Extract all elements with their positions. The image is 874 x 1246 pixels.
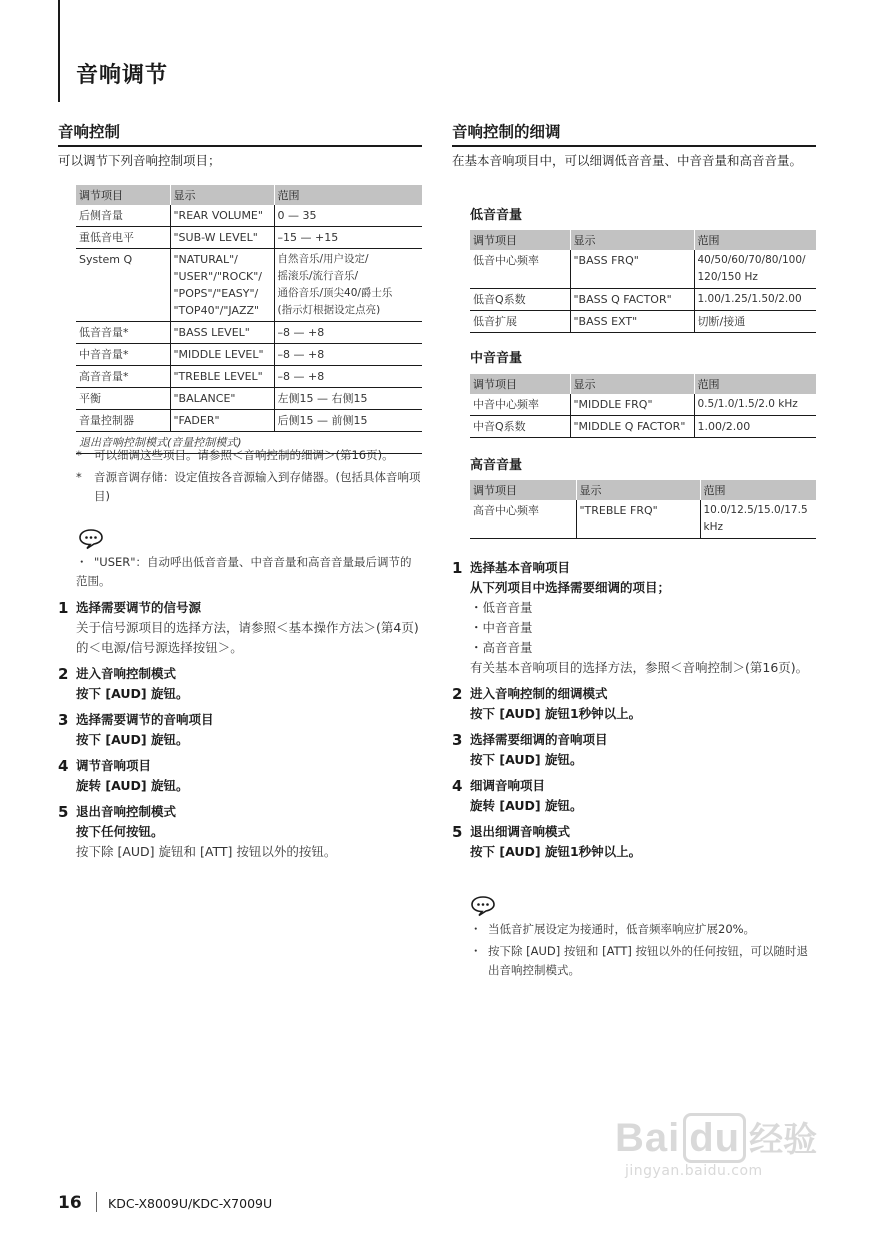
table-row	[76, 205, 422, 227]
treble-heading: 高音音量	[470, 458, 523, 473]
step-text: 有关基本音响项目的选择方法，参照＜音响控制＞(第16页)。	[470, 660, 809, 675]
table-cell: 1.00/1.25/1.50/2.00	[694, 289, 816, 311]
step	[452, 730, 816, 770]
table-cell: "MIDDLE LEVEL"	[170, 344, 274, 366]
step-title: 选择基本音响项目	[470, 560, 571, 575]
note-item: ・ 当低音扩展设定为接通时，低音频率响应扩展20%。	[470, 922, 756, 936]
step-title: 调节音响项目	[76, 758, 152, 773]
page-number: 16	[58, 1193, 82, 1213]
step-title: 进入音响控制的细调模式	[470, 686, 608, 701]
table-cell: "BASS FRQ"	[570, 250, 694, 289]
step-text: 按下 [AUD] 旋钮1秒钟以上。	[470, 706, 642, 721]
step-number: 5	[58, 803, 69, 821]
table-header: 范围	[694, 374, 816, 394]
footer-divider	[96, 1192, 97, 1212]
table-row	[470, 394, 816, 416]
step	[452, 684, 816, 724]
table-cell: "NATURAL"/ "USER"/"ROCK"/ "POPS"/"EASY"/ "TOP40"/"JAZZ"	[170, 249, 274, 322]
table-cell: "MIDDLE Q FACTOR"	[570, 416, 694, 438]
table-cell: "MIDDLE FRQ"	[570, 394, 694, 416]
table-row	[76, 322, 422, 344]
table-cell: 音量控制器	[76, 410, 170, 432]
table-cell: System Q	[76, 249, 170, 322]
step-number: 4	[58, 757, 69, 775]
table-header: 范围	[274, 185, 422, 205]
table-cell: "BALANCE"	[170, 388, 274, 410]
table-row	[76, 388, 422, 410]
bass-table	[470, 230, 816, 333]
notes-list	[76, 446, 422, 509]
table-cell: "BASS LEVEL"	[170, 322, 274, 344]
table-cell: "TREBLE FRQ"	[576, 500, 700, 539]
step-number: 3	[58, 711, 69, 729]
table-header: 显示	[570, 374, 694, 394]
step-title: 退出细调音响模式	[470, 824, 571, 839]
section-title-sound-control: 音响控制	[58, 120, 422, 147]
step-text: ・中音音量	[470, 620, 533, 635]
step-text: 旋转 [AUD] 旋钮。	[76, 778, 189, 793]
step-title: 选择需要调节的信号源	[76, 600, 202, 615]
table-cell: 高音音量*	[76, 366, 170, 388]
tips-list	[470, 920, 816, 983]
table-cell: "FADER"	[170, 410, 274, 432]
table-cell: 中音Q系数	[470, 416, 570, 438]
table-cell: 低音中心频率	[470, 250, 570, 289]
step-title: 选择需要细调的音响项目	[470, 732, 608, 747]
table-header: 范围	[694, 230, 816, 250]
treble-table	[470, 480, 816, 539]
step-number: 2	[452, 685, 463, 703]
note-item: * 可以细调这些项目。请参照＜音响控制的细调＞(第16页)。	[76, 448, 394, 462]
table-row	[470, 289, 816, 311]
step	[452, 822, 816, 862]
table-cell: –8 — +8	[274, 322, 422, 344]
step-text: 按下 [AUD] 旋钮1秒钟以上。	[470, 844, 642, 859]
tip-item: ・ "USER"：自动呼出低音音量、中音音量和高音音量最后调节的范围。	[76, 555, 412, 588]
table-cell: 后侧15 — 前侧15	[274, 410, 422, 432]
sound-control-table	[76, 185, 422, 454]
table-cell: "BASS Q FACTOR"	[570, 289, 694, 311]
table-cell: 10.0/12.5/15.0/17.5 kHz	[700, 500, 816, 539]
table-header: 调节项目	[470, 480, 576, 500]
step-text: 按下除 [AUD] 旋钮和 [ATT] 按钮以外的按钮。	[76, 844, 337, 859]
table-cell: 低音扩展	[470, 311, 570, 333]
table-header: 范围	[700, 480, 816, 500]
table-row	[76, 410, 422, 432]
table-cell: "TREBLE LEVEL"	[170, 366, 274, 388]
step	[58, 598, 422, 658]
table-cell: 低音Q系数	[470, 289, 570, 311]
step-title: 细调音响项目	[470, 778, 546, 793]
table-cell: 平衡	[76, 388, 170, 410]
bass-heading: 低音音量	[470, 208, 523, 223]
table-cell: 中音中心频率	[470, 394, 570, 416]
table-header: 调节项目	[470, 230, 570, 250]
table-cell: 自然音乐/用户设定/ 摇滚乐/流行音乐/ 通俗音乐/顶尖40/爵士乐 (指示灯根据设定点亮)	[274, 249, 422, 322]
model-name: KDC-X8009U/KDC-X7009U	[108, 1196, 273, 1211]
table-row	[470, 500, 816, 539]
table-row	[470, 416, 816, 438]
table-row	[470, 250, 816, 289]
table-row	[76, 249, 422, 322]
steps-list	[452, 558, 816, 868]
step-number: 4	[452, 777, 463, 795]
step-text: 从下列项目中选择需要细调的项目；	[470, 580, 671, 595]
table-header: 显示	[570, 230, 694, 250]
table-header: 调节项目	[470, 374, 570, 394]
table-cell: 40/50/60/70/80/100/ 120/150 Hz	[694, 250, 816, 289]
step-number: 5	[452, 823, 463, 841]
steps-list	[58, 598, 422, 868]
step	[58, 664, 422, 704]
step-number: 1	[58, 599, 69, 617]
table-header: 调节项目	[76, 185, 170, 205]
section-intro: 在基本音响项目中，可以细调低音音量、中音音量和高音音量。	[452, 153, 803, 168]
table-header: 显示	[170, 185, 274, 205]
table-cell: "SUB-W LEVEL"	[170, 227, 274, 249]
step-text: 按下任何按钮。	[76, 824, 164, 839]
note-item: * 音源音调存储：设定值按各音源输入到存储器。(包括具体音响项目)	[76, 470, 421, 503]
table-cell: 切断/接通	[694, 311, 816, 333]
table-footer: 退出音响控制模式(音量控制模式)	[76, 432, 422, 454]
table-cell: "REAR VOLUME"	[170, 205, 274, 227]
note-speech-bubble-icon	[470, 895, 496, 921]
step	[58, 802, 422, 862]
table-cell: 高音中心频率	[470, 500, 576, 539]
table-row	[76, 344, 422, 366]
step-title: 退出音响控制模式	[76, 804, 177, 819]
step-text: ・高音音量	[470, 640, 533, 655]
table-cell: 1.00/2.00	[694, 416, 816, 438]
page-title: 音响调节	[76, 63, 169, 88]
table-cell: –15 — +15	[274, 227, 422, 249]
table-cell: 后侧音量	[76, 205, 170, 227]
section-title-fine-tuning: 音响控制的细调	[452, 120, 816, 147]
middle-table	[470, 374, 816, 438]
table-cell: –8 — +8	[274, 344, 422, 366]
section-intro: 可以调节下列音响控制项目；	[58, 153, 221, 168]
step-text: 按下 [AUD] 旋钮。	[76, 686, 189, 701]
table-cell: –8 — +8	[274, 366, 422, 388]
step-number: 3	[452, 731, 463, 749]
step-text: 关于信号源项目的选择方法，请参照＜基本操作方法＞(第4页)的＜电源/信号源选择按钮＞。	[76, 620, 419, 655]
step	[58, 756, 422, 796]
step-text: 旋转 [AUD] 旋钮。	[470, 798, 583, 813]
step-text: ・低音音量	[470, 600, 533, 615]
table-header: 显示	[576, 480, 700, 500]
baidu-watermark-logo: Bai du 经验 jingyan.baidu.com	[615, 1112, 817, 1179]
step	[58, 710, 422, 750]
step	[452, 776, 816, 816]
step-number: 1	[452, 559, 463, 577]
table-cell: 低音音量*	[76, 322, 170, 344]
table-cell: 左侧15 — 右侧15	[274, 388, 422, 410]
step-title: 进入音响控制模式	[76, 666, 177, 681]
table-row	[76, 227, 422, 249]
middle-heading: 中音音量	[470, 351, 523, 366]
step-text: 按下 [AUD] 旋钮。	[470, 752, 583, 767]
table-cell: 0 — 35	[274, 205, 422, 227]
table-row	[76, 366, 422, 388]
note-speech-bubble-icon	[78, 528, 104, 554]
table-cell: 重低音电平	[76, 227, 170, 249]
step	[452, 558, 816, 678]
note-item: ・ 按下除 [AUD] 按钮和 [ATT] 按钮以外的任何按钮，可以随时退出音响控制模式。	[470, 944, 809, 977]
table-cell: "BASS EXT"	[570, 311, 694, 333]
table-cell: 0.5/1.0/1.5/2.0 kHz	[694, 394, 816, 416]
margin-rule	[58, 0, 60, 102]
table-row	[470, 311, 816, 333]
table-cell: 中音音量*	[76, 344, 170, 366]
step-title: 选择需要调节的音响项目	[76, 712, 214, 727]
step-text: 按下 [AUD] 旋钮。	[76, 732, 189, 747]
step-number: 2	[58, 665, 69, 683]
